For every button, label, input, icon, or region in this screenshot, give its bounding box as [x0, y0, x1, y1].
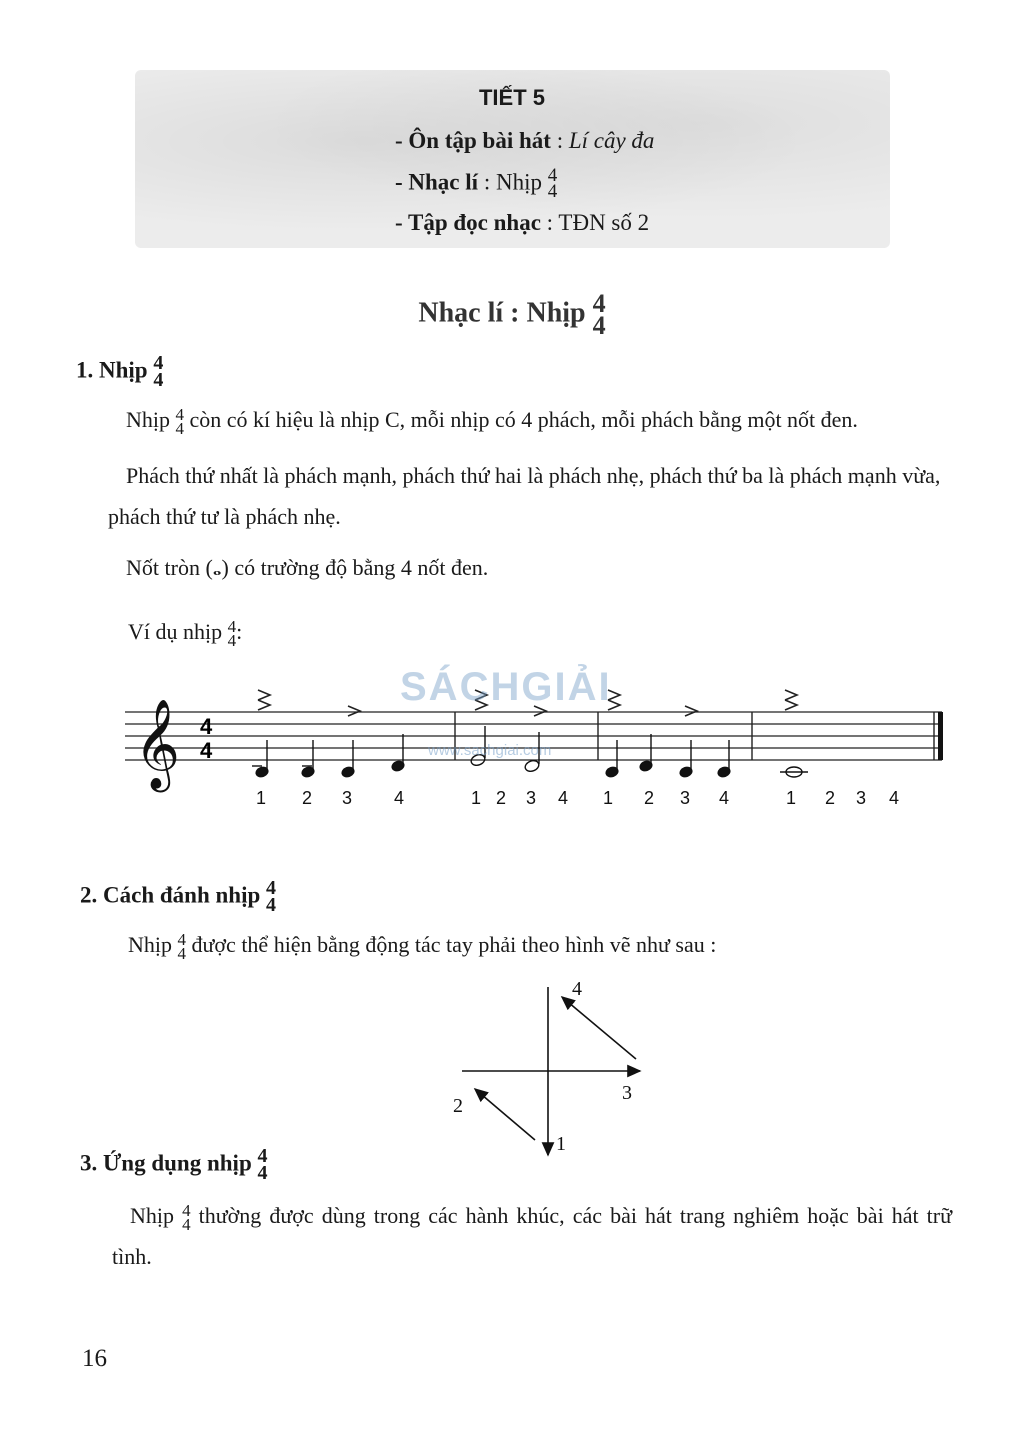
- beat-label-2: 2: [453, 1095, 463, 1117]
- svg-text:2: 2: [644, 788, 655, 808]
- time-signature-fraction: 4 4: [547, 165, 558, 203]
- page-number: 16: [82, 1345, 107, 1372]
- svg-text:3: 3: [342, 788, 353, 808]
- svg-text:4: 4: [394, 788, 405, 808]
- review-label: - Ôn tập bài hát: [395, 128, 551, 153]
- beat-2-arrow: [475, 1089, 535, 1140]
- svg-text:3: 3: [856, 788, 867, 808]
- lesson-title: TIẾT 5: [478, 85, 545, 110]
- svg-text:2: 2: [496, 788, 507, 808]
- time-signature-fraction: 4 4: [177, 929, 186, 963]
- time-signature-fraction: 4 4: [227, 616, 237, 650]
- watermark-url: www.sachgiai.com: [428, 742, 552, 759]
- svg-text:3: 3: [526, 788, 537, 808]
- paragraph-3: Nốt tròn (𝅝) có trường độ bằng 4 nốt đen.: [126, 555, 489, 580]
- beat-label-4: 4: [572, 978, 582, 1000]
- theory-label: - Nhạc lí: [395, 169, 479, 195]
- svg-text:2: 2: [825, 788, 836, 808]
- watermark-logo: SÁCHGIẢI: [400, 665, 612, 709]
- heading-3: 3. Ứng dụng nhịp 4 4: [80, 1145, 268, 1184]
- time-signature-top: 4: [200, 714, 213, 739]
- heading-1: 1. Nhịp 4 4: [76, 352, 164, 391]
- final-barline: [938, 712, 943, 760]
- heading-2: 2. Cách đánh nhịp 4 4: [80, 877, 276, 916]
- header-line-review: - Ôn tập bài hát : Lí cây đa: [395, 128, 655, 153]
- theory-value: Nhịp: [495, 169, 542, 195]
- svg-text:2: 2: [302, 788, 313, 808]
- svg-text:3: 3: [680, 788, 691, 808]
- time-signature-fraction: 4 4: [592, 289, 606, 341]
- svg-text:1: 1: [471, 788, 482, 808]
- section-title: Nhạc lí : Nhịp 4 4: [418, 289, 606, 341]
- beat-counts: [256, 788, 899, 808]
- reading-value: TĐN số 2: [558, 210, 650, 235]
- paragraph-application: Nhịp 4 4 thường được dùng trong các hành khúc, các bài hát trang nghiêm hoặc bài hát trữ tình.: [112, 1200, 953, 1269]
- time-signature-fraction: 4 4: [153, 352, 164, 391]
- svg-text:4: 4: [889, 788, 900, 808]
- time-signature-fraction: 4 4: [175, 404, 184, 438]
- conducting-diagram: [440, 975, 670, 1165]
- svg-text:4: 4: [719, 788, 730, 808]
- paragraph-conducting: Nhịp 4 4 được thể hiện bằng động tác tay phải theo hình vẽ như sau :: [128, 929, 717, 963]
- time-signature-fraction: 4 4: [266, 877, 276, 916]
- time-signature-fraction: 4 4: [182, 1200, 191, 1234]
- review-song: Lí cây đa: [568, 128, 655, 153]
- example-label: Ví dụ nhịp 4 4 :: [128, 616, 243, 650]
- beat-label-1: 1: [556, 1133, 566, 1155]
- svg-text:1: 1: [256, 788, 267, 808]
- paragraph-1: Nhịp 4 4 còn có kí hiệu là nhịp C, mỗi nhịp có 4 phách, mỗi phách bằng một nốt đen.: [126, 404, 858, 438]
- svg-text:4: 4: [558, 788, 569, 808]
- beat-4-arrow: [562, 997, 636, 1059]
- header-line-reading: - Tập đọc nhạc : TĐN số 2: [395, 210, 650, 235]
- treble-clef-icon: 𝄞: [134, 699, 181, 789]
- svg-text:1: 1: [603, 788, 614, 808]
- time-signature-fraction: 4 4: [257, 1145, 268, 1184]
- reading-label: - Tập đọc nhạc: [395, 210, 541, 235]
- time-signature-bottom: 4: [200, 738, 213, 763]
- svg-text:1: 1: [786, 788, 797, 808]
- paragraph-2: Phách thứ nhất là phách mạnh, phách thứ hai là phách nhẹ, phách thứ ba là phách mạnh vừa, phách thứ tư là phách nhẹ.: [108, 463, 941, 529]
- beat-label-3: 3: [622, 1082, 632, 1104]
- header-line-theory: - Nhạc lí : Nhịp 4 4: [395, 165, 558, 203]
